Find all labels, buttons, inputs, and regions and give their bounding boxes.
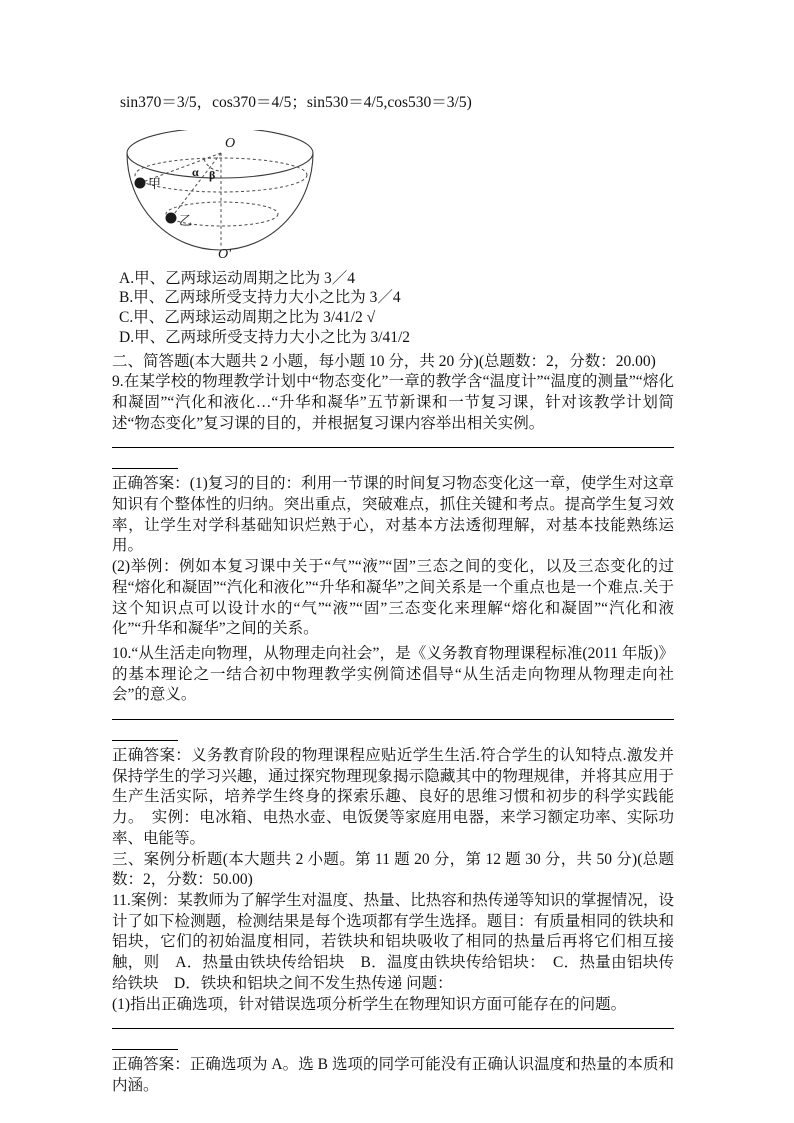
label-bottom-O-prime: O' (218, 246, 232, 262)
option-c: C.甲、乙两球运动周期之比为 3/41/2 √ (119, 309, 376, 327)
label-angle-beta: β (209, 167, 216, 182)
option-b: B.甲、乙两球所受支持力大小之比为 3／4 (119, 289, 401, 307)
answer9-short-line (112, 455, 178, 469)
answer9-blank-line (112, 434, 674, 448)
option-a: A.甲、乙两球运动周期之比为 3／4 (119, 269, 355, 287)
question9-text: 9.在某学校的物理教学计划中“物态变化”一章的教学含“温度计”“温度的测量”“熔化和凝固”“汽化和液化…“升华和凝华”五节新课和一节复习课，针对该教学计划简述“物态变化”复习课的目的，并根据复习课内容举出相关实例。 (112, 373, 674, 432)
label-ball2-yi: 乙 (179, 212, 193, 228)
answer10-text: 正确答案：义务教育阶段的物理课程应贴近学生生活.符合学生的认知特点.激发并保持学生的学习兴趣，通过探究物理现象揭示隐藏其中的物理规律，并将其应用于生产生活实际，培养学生终身的探索乐趣、良好的思维习惯和初步的科学实践能力。 实例：电冰箱、电热水壶、电饭煲等家庭用电器，来学习额定功率、实际功率、电能等。 (112, 747, 674, 847)
section3-heading: 三、案例分析题(本大题共 2 小题。第 11 题 20 分，第 12 题 30 分，共 50 分)(总题数：2，分数：50.00) (112, 850, 674, 889)
hemisphere-bowl-figure (112, 130, 324, 262)
label-angle-alpha: α (192, 164, 199, 179)
answer11-text: 正确答案：正确选项为 A。选 B 选项的同学可能没有正确认识温度和热量的本质和内涵。 (112, 1056, 674, 1094)
question11-subquestion: (1)指出正确选项，针对错误选项分析学生在物理知识方面可能存在的问题。 (112, 995, 627, 1013)
trig-values-note: sin370＝3/5，cos370＝4/5；sin530＝4/5,cos530＝3/5) (120, 94, 472, 111)
bowl-body-outline (127, 153, 313, 250)
label-ball1-jia: 甲 (148, 175, 162, 191)
answer10-blank-line (112, 706, 674, 720)
question10-text: 10.“从生活走向物理，从物理走向社会”，是《义务教育物理课程标准(2011 年版)》的基本理论之一结合初中物理教学实例简述倡导“从生活走向物理从物理走向社会”的意义。 (112, 644, 674, 704)
answer11-short-line (112, 1036, 178, 1050)
answer9-part1: 正确答案：(1)复习的目的：利用一节课的时间复习物态变化这一章，使学生对这章知识有个整体性的归纳。突出重点，突破难点，抓住关键和考点。提高学生复习效率，让学生对学科基础知识烂熟于心，对基本方法透彻理解，对基本技能熟练运用。 (112, 475, 674, 555)
answer11-blank-line (112, 1015, 674, 1029)
bowl-diagram (112, 130, 324, 262)
section2-heading: 二、简答题(本大题共 2 小题，每小题 10 分，共 20 分)(总题数：2，分数：20.00) (112, 352, 656, 370)
question11-text: 11.案例：某教师为了解学生对温度、热量、比热容和热传递等知识的掌握情况，设计了如下检测题，检测结果是每个选项都有学生选择。题目：有质量相同的铁块和铝块，它们的初始温度相同，若铁块和铝块吸收了相同的热量后再将它们相互接触，则 A．热量由铁块传给铝块 B．温度由铁块传给铝块： C．热量由铝块传给铁块 D．铁块和铝块之间不发生热传递 问题： (112, 891, 674, 992)
ball2-dot (166, 212, 177, 223)
option-d: D.甲、乙两球所受支持力大小之比为 3/41/2 (119, 328, 411, 346)
answer10-short-line (112, 727, 178, 741)
label-center-O: O (225, 135, 236, 151)
ball1-dot (135, 177, 146, 188)
page-content (112, 93, 674, 1097)
radius-to-ball2 (171, 153, 221, 218)
question8-options (112, 269, 674, 348)
answer9-part2: (2)举例：例如本复习课中关于“气”“液”“固”三态之间的变化，以及三态变化的过程“熔化和凝固”“汽化和液化”“升华和凝华”之间关系是一个重点也是一个难点.关于这个知识点可以设计水的“气”“液”“固”三态变化来理解“熔化和凝固”“汽化和液化”“升华和凝华”之间的关系。 (112, 558, 674, 638)
